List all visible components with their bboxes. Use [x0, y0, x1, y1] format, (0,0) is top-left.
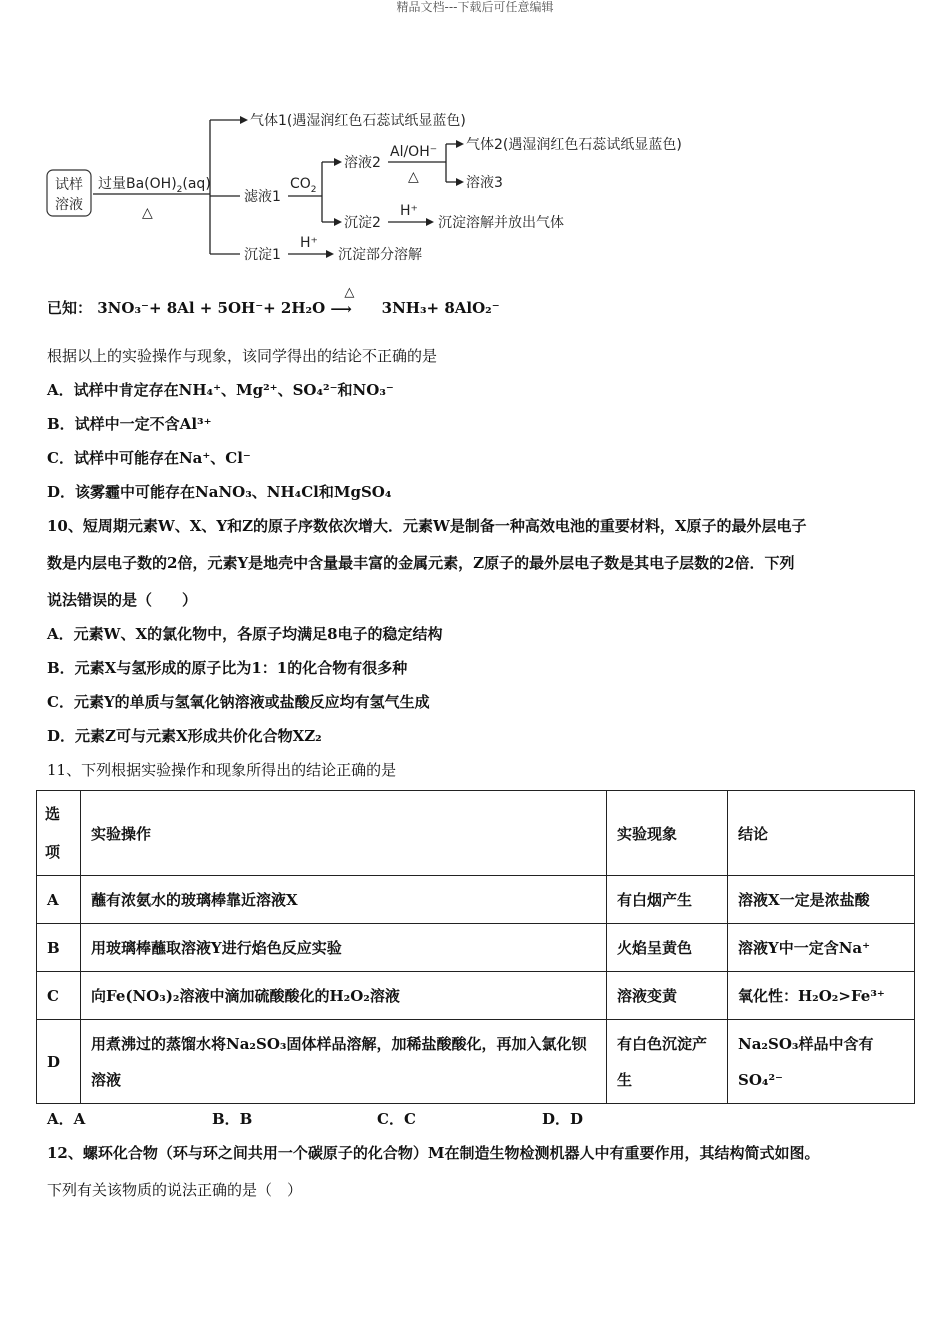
al-oh-label: Al/OH⁻ [390, 144, 438, 160]
h-plus-label-1: H⁺ [300, 235, 318, 251]
q10-stem-2: 数是内层电子数的2倍，元素Y是地壳中含量最丰富的金属元素，Z原子的最外层电子数是其电子层数的2倍．下列 [47, 554, 795, 572]
precip1-label: 沉淀1 [244, 247, 281, 263]
table-header-row [37, 791, 915, 876]
q11-option-a: A．A [47, 1110, 86, 1128]
q9-option-b: B．试样中一定不含Al³⁺ [47, 415, 212, 433]
heat-symbol-1: △ [142, 205, 153, 221]
row-a-option: A [37, 876, 81, 924]
equation-arrow: △ ⟶ [330, 285, 355, 318]
row-b-phenomenon: 火焰呈黄色 [607, 924, 728, 972]
row-c-phenomenon: 溶液变黄 [607, 972, 728, 1020]
q10-stem-1: 10、短周期元素W、X、Y和Z的原子序数依次增大．元素W是制备一种高效电池的重要材料，X原子的最外层电子 [47, 517, 807, 535]
row-b-option: B [37, 924, 81, 972]
reagent-baoh2: 过量$Ba(OH)_2(aq)$ [98, 176, 211, 195]
h-plus-label-2: H⁺ [400, 203, 418, 219]
q12-stem-2: 下列有关该物质的说法正确的是（ ） [47, 1181, 303, 1199]
q11-option-c: C．C [377, 1110, 416, 1128]
q10-stem-3: 说法错误的是（ ） [47, 591, 198, 609]
q9-option-a: A．试样中肯定存在NH₄⁺、Mg²⁺、SO₄²⁻和NO₃⁻ [47, 381, 394, 399]
co2-label: $CO_2$ [290, 176, 317, 195]
q11-option-d: D．D [542, 1110, 584, 1128]
q9-stem: 根据以上的实验操作与现象，该同学得出的结论不正确的是 [47, 347, 438, 365]
equation-lhs: 3NO₃⁻+ 8Al + 5OH⁻+ 2H₂O [97, 299, 326, 317]
header-option: 选 项 [37, 791, 81, 876]
sample-label-1: 试样 [55, 177, 83, 193]
row-d-phenomenon: 有白色沉淀产生 [607, 1020, 728, 1104]
header-phenomenon: 实验现象 [607, 791, 728, 876]
gas1-label: 气体1(遇湿润红色石蕊试纸显蓝色) [250, 113, 466, 129]
gas2-label: 气体2(遇湿润红色石蕊试纸显蓝色) [466, 137, 682, 153]
q10-option-c: C．元素Y的单质与氢氧化钠溶液或盐酸反应均有氢气生成 [47, 693, 430, 711]
header-conclusion: 结论 [728, 791, 915, 876]
q9-option-c: C．试样中可能存在Na⁺、Cl⁻ [47, 449, 251, 467]
equation-cond: △ [344, 285, 355, 300]
table-row [37, 972, 915, 1020]
precip2-result: 沉淀溶解并放出气体 [438, 215, 564, 231]
row-d-conclusion: Na₂SO₃样品中含有SO₄²⁻ [728, 1020, 915, 1104]
row-b-operation: 用玻璃棒蘸取溶液Y进行焰色反应实验 [81, 924, 607, 972]
q11-table [36, 790, 915, 1104]
row-a-conclusion: 溶液X一定是浓盐酸 [728, 876, 915, 924]
q10-option-a: A．元素W、X的氯化物中，各原子均满足8电子的稳定结构 [47, 625, 443, 643]
experiment-flow-diagram [44, 106, 724, 276]
table-row [37, 876, 915, 924]
filtrate1-label: 滤液1 [244, 189, 281, 205]
q9-option-d: D．该雾霾中可能存在NaNO₃、NH₄Cl和MgSO₄ [47, 483, 392, 501]
row-b-conclusion: 溶液Y中一定含Na⁺ [728, 924, 915, 972]
row-c-operation: 向Fe(NO₃)₂溶液中滴加硫酸酸化的H₂O₂溶液 [81, 972, 607, 1020]
row-a-phenomenon: 有白烟产生 [607, 876, 728, 924]
row-c-conclusion: 氧化性：H₂O₂>Fe³⁺ [728, 972, 915, 1020]
q10-option-d: D．元素Z可与元素X形成共价化合物XZ₂ [47, 727, 322, 745]
equation-rhs: 3NH₃+ 8AlO₂⁻ [381, 299, 500, 317]
precip1-result: 沉淀部分溶解 [338, 247, 422, 263]
q10-option-b: B．元素X与氢形成的原子比为1：1的化合物有很多种 [47, 659, 408, 677]
q11-option-b: B．B [212, 1110, 253, 1128]
header-operation: 实验操作 [81, 791, 607, 876]
precip2-label: 沉淀2 [344, 215, 381, 231]
solution2-label: 溶液2 [344, 155, 381, 171]
row-a-operation: 蘸有浓氨水的玻璃棒靠近溶液X [81, 876, 607, 924]
row-c-option: C [37, 972, 81, 1020]
heat-symbol-2: △ [408, 169, 419, 185]
row-d-operation: 用煮沸过的蒸馏水将Na₂SO₃固体样品溶解，加稀盐酸酸化，再加入氯化钡溶液 [81, 1020, 607, 1104]
q12-stem-1: 12、螺环化合物（环与环之间共用一个碳原子的化合物）M在制造生物检测机器人中有重要作用，其结构简式如图。 [47, 1144, 820, 1162]
table-row [37, 1020, 915, 1104]
page-header: 精品文档---下载后可任意编辑 [396, 0, 554, 14]
row-d-option: D [37, 1020, 81, 1104]
known-label: 已知： [47, 299, 93, 317]
q11-stem: 11、下列根据实验操作和现象所得出的结论正确的是 [47, 761, 397, 779]
sample-label-2: 溶液 [55, 197, 83, 213]
solution3-label: 溶液3 [466, 175, 503, 191]
known-equation [47, 285, 500, 318]
table-row [37, 924, 915, 972]
